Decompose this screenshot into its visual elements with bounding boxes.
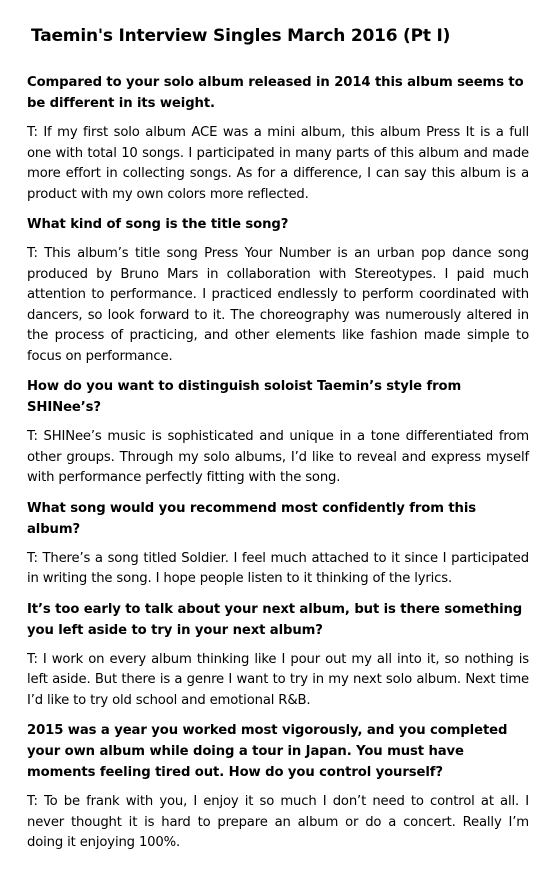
qa-item: [27, 72, 529, 205]
answer: T: I work on every album thinking like I pour out my all into it, so nothing is left aside. But there is a genre I want to try in my next solo album. Next time I’d like to try old school and emotional R&B.: [27, 651, 529, 708]
answer: T: SHINee’s music is sophisticated and unique in a tone differentiated from other groups. Through my solo albums, I’d like to reveal and express myself with performance perfectly fitting with the song.: [27, 429, 529, 485]
question: It’s too early to talk about your next album, but is there something you left aside to try in your next album?: [27, 601, 523, 638]
answer: T: This album’s title song Press Your Number is an urban pop dance song produced by Bruno Mars in collaboration with Stereotypes. I paid much attention to performance. I practiced endlessly to perform coordinated with dancers, so look forward to it. The choreography was numerously altered in the process of practicing, and other elements like fashion made simple to focus on performance.: [27, 246, 529, 364]
qa-item: [27, 214, 529, 367]
question: Compared to your solo album released in 2014 this album seems to be different in its weight.: [27, 75, 524, 111]
answer: T: There’s a song titled Soldier. I feel much attached to it since I participated in writing the song. I hope people listen to it thinking of the lyrics.: [27, 550, 529, 586]
question: What song would you recommend most confidently from this album?: [27, 500, 476, 537]
question: How do you want to distinguish soloist Taemin’s style from SHINee’s?: [27, 379, 462, 415]
document-title: Taemin's Interview Singles March 2016 (Pt I): [31, 26, 451, 46]
answer: T: If my first solo album ACE was a mini album, this album Press It is a full one with total 10 songs. I participated in many parts of this album and made more effort in collecting songs. As for a difference, I can say this album is a product with my own colors more reflected.: [27, 125, 529, 202]
qa-item: [27, 720, 529, 854]
qa-item: [27, 376, 529, 489]
question: What kind of song is the title song?: [27, 217, 289, 232]
qa-item: [27, 498, 529, 590]
question: 2015 was a year you worked most vigorously, and you completed your own album while doing a tour in Japan. You must have moments feeling tired out. How do you control yourself?: [27, 723, 508, 780]
qa-item: [27, 599, 529, 712]
answer: T: To be frank with you, I enjoy it so much I don’t need to control at all. I never thought it is hard to prepare an album or do a concert. Really I’m doing it enjoying 100%.: [27, 794, 529, 850]
